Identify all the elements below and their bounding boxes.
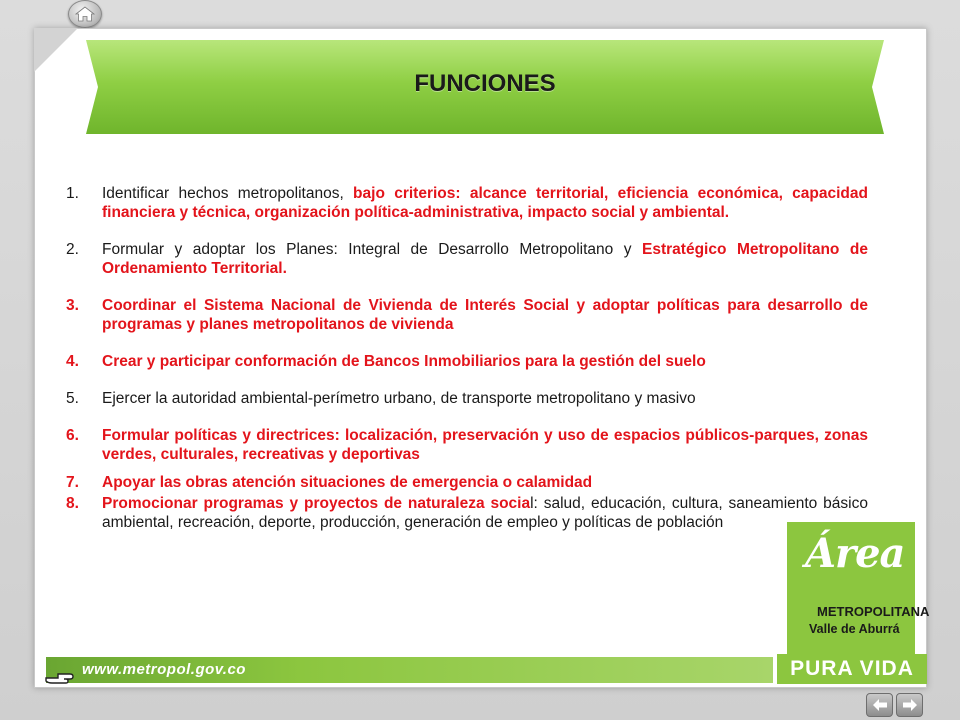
logo-line-2: Valle de Aburrá [809, 622, 900, 636]
item-number: 2. [66, 241, 79, 258]
list-item [62, 473, 868, 492]
list-item [62, 352, 868, 371]
logo-script: Área [805, 530, 905, 577]
list-item [62, 184, 868, 222]
item-number: 5. [66, 390, 79, 407]
item-number: 8. [66, 495, 79, 512]
item-text: Coordinar el Sistema Nacional de Vivienda de Interés Social y adoptar políticas para desarrollo de programas y planes metropolitanos de vivienda [102, 297, 868, 333]
item-text [102, 240, 868, 278]
home-button[interactable] [68, 0, 102, 28]
item-text: Formular políticas y directrices: localización, preservación y uso de espacios públicos-parques, zonas verdes, culturales, recreativas y deportivas [102, 427, 868, 463]
footer-url-bar [46, 657, 773, 683]
item-text-plain: Formular y adoptar los Planes: Integral de Desarrollo Metropolitano y [102, 241, 643, 258]
item-text: Ejercer la autoridad ambiental-perímetro urbano, de transporte metropolitano y masivo [102, 390, 696, 407]
list-item [62, 296, 868, 334]
arrow-left-icon [872, 698, 888, 712]
item-text-plain: Identificar hechos metropolitanos, [102, 185, 354, 202]
prev-slide-button[interactable] [866, 693, 893, 717]
item-number: 7. [66, 474, 79, 491]
item-text-highlight: Promocionar programas y proyectos de naturaleza socia [102, 495, 531, 512]
hand-pointer-icon [44, 664, 76, 686]
slogan-badge: PURA VIDA [777, 654, 927, 684]
website-url[interactable]: www.metropol.gov.co [82, 661, 246, 678]
title-banner [86, 40, 884, 134]
item-number: 3. [66, 297, 79, 314]
list-item [62, 240, 868, 278]
item-text: Crear y participar conformación de Bancos Inmobiliarios para la gestión del suelo [102, 353, 706, 370]
list-item [62, 426, 868, 464]
item-text [102, 494, 868, 532]
item-text-plain: l: salud, educación, cultura, saneamiento básico ambiental, recreación, deporte, producción, generación de empleo y políticas de población [102, 495, 868, 531]
page-title: FUNCIONES [414, 70, 556, 97]
item-text-highlight: bajo criterios: alcance territorial, eficiencia económica, capacidad financiera y técnica, organización política-administrativa, impacto social y ambiental. [102, 185, 868, 221]
arrow-right-icon [902, 698, 918, 712]
logo-line-1: METROPOLITANA [817, 604, 930, 619]
area-metropolitana-logo [787, 522, 930, 656]
functions-list [62, 184, 868, 550]
home-icon [75, 6, 95, 22]
next-slide-button[interactable] [896, 693, 923, 717]
list-item [62, 389, 868, 408]
list-item [62, 494, 868, 532]
item-text: Apoyar las obras atención situaciones de emergencia o calamidad [102, 474, 593, 491]
item-text-highlight: Estratégico Metropolitano de Ordenamiento Territorial. [102, 241, 868, 277]
item-number: 6. [66, 427, 79, 444]
page-fold-corner [34, 28, 78, 72]
item-number: 4. [66, 353, 79, 370]
item-number: 1. [66, 185, 79, 202]
item-text [102, 184, 868, 222]
